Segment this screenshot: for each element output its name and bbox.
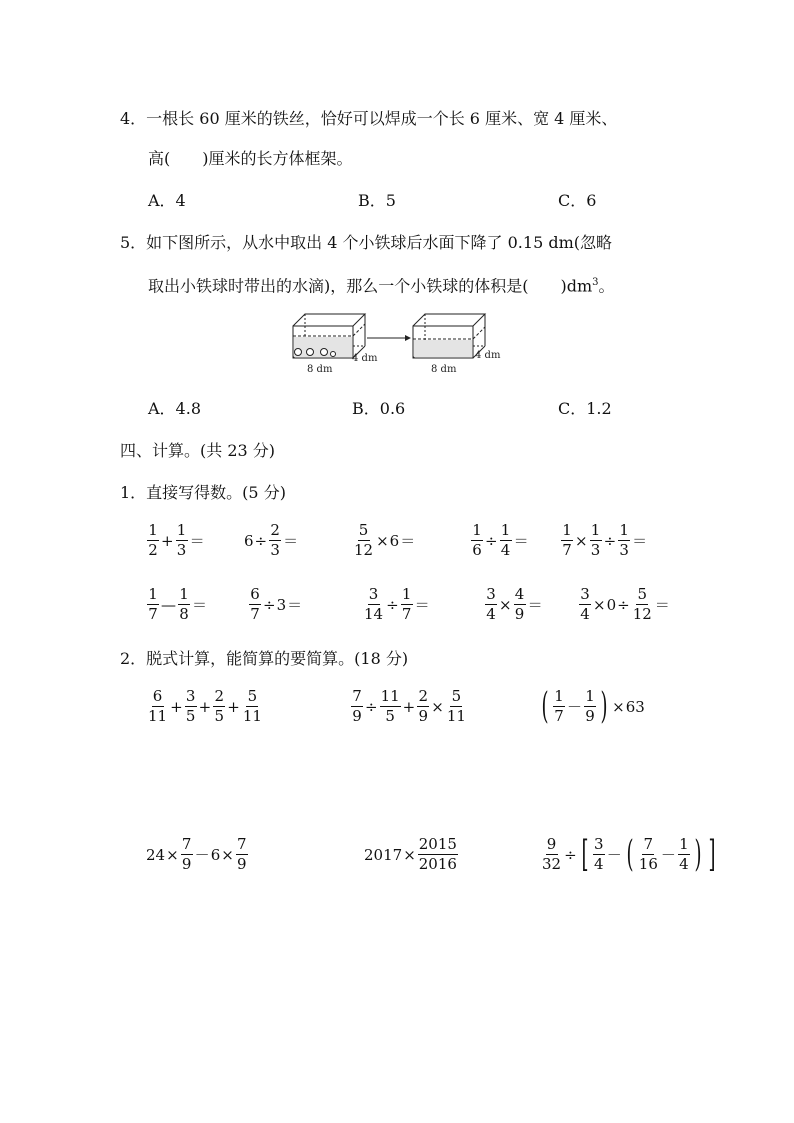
right-height-label: 4 dm bbox=[475, 350, 501, 361]
fraction: $\frac{5}{11}$ bbox=[446, 687, 466, 725]
fraction: $\frac{3}{14}$ bbox=[364, 585, 384, 623]
fraction: $\frac{6}{7}$ bbox=[250, 585, 260, 623]
fraction: $\frac{7}{9}$ bbox=[352, 687, 362, 725]
q4-option-a[interactable]: A．4 bbox=[148, 191, 186, 210]
q5-option-c[interactable]: C．1.2 bbox=[558, 399, 612, 418]
fraction: $\frac{11}{5}$ bbox=[380, 687, 400, 725]
q5-line2-text: 取出小铁球时带出的水滴)，那么一个小铁球的体积是( )dm bbox=[148, 276, 593, 296]
iron-ball bbox=[307, 349, 314, 356]
calc-1-3: $\frac{5}{12}$ × 6 ＝ bbox=[354, 521, 416, 559]
fraction: $\frac{7}{9}$ bbox=[181, 835, 192, 873]
q4-line1: 4．一根长 60 厘米的铁丝，恰好可以焊成一个长 6 厘米、宽 4 厘米、 bbox=[120, 109, 618, 128]
fraction: $\frac{5}{12}$ bbox=[632, 585, 652, 623]
fraction: $\frac{2}{5}$ bbox=[214, 687, 225, 725]
calc-1-9: $\frac{3}{4}$ × $\frac{4}{9}$ ＝ bbox=[486, 585, 543, 623]
fraction: $\frac{1}{3}$ bbox=[176, 521, 187, 559]
fraction: $\frac{1}{7}$ bbox=[148, 585, 158, 623]
calc-1-2: 6 ÷ $\frac{2}{3}$ ＝ bbox=[244, 521, 299, 559]
left-height-label: 4 dm bbox=[352, 353, 378, 364]
fraction: $\frac{1}{7}$ bbox=[401, 585, 412, 623]
fraction: $\frac{2}{9}$ bbox=[418, 687, 429, 725]
fraction: $\frac{3}{4}$ bbox=[580, 585, 590, 623]
calc-1-10: $\frac{3}{4}$ × 0 ÷ $\frac{5}{12}$ ＝ bbox=[580, 585, 670, 623]
fraction: $\frac{3}{4}$ bbox=[593, 835, 604, 873]
calc-2-3: ( $\frac{1}{7}$ － $\frac{1}{9}$ ) × 63 bbox=[541, 685, 645, 727]
q5-figure bbox=[285, 310, 510, 380]
calc-2-5: 2017 × $\frac{2015}{2016}$ bbox=[364, 835, 457, 873]
calc-2-6: $\frac{9}{32}$ ÷ [ $\frac{3}{4}$ － ( $\frac{7}{16}$ － $\frac{1}{4}$ ) ] bbox=[542, 833, 716, 875]
calc-1-5: $\frac{1}{7}$ × $\frac{1}{3}$ ÷ $\frac{1}{3}$ ＝ bbox=[562, 521, 648, 559]
q5-option-b[interactable]: B．0.6 bbox=[352, 399, 406, 418]
fraction: $\frac{7}{16}$ bbox=[638, 835, 658, 873]
q5-line2 bbox=[148, 272, 615, 297]
fraction: $\frac{1}{8}$ bbox=[179, 585, 189, 623]
calc-2-1: $\frac{6}{11}$ + $\frac{3}{5}$ + $\frac{2}{5}$ + $\frac{5}{11}$ bbox=[148, 687, 262, 725]
fraction: $\frac{1}{3}$ bbox=[619, 521, 629, 559]
q5-line2-end: 。 bbox=[598, 276, 615, 296]
q5-option-a[interactable]: A．4.8 bbox=[148, 399, 202, 418]
q5-line2-superscript: 3 bbox=[592, 277, 599, 288]
calc-1-4: $\frac{1}{6}$ ÷ $\frac{1}{4}$ ＝ bbox=[472, 521, 529, 559]
q4-option-c[interactable]: C．6 bbox=[558, 191, 597, 210]
left-tank bbox=[293, 314, 365, 358]
part2-title: 2．脱式计算，能简算的要简算。(18 分) bbox=[120, 649, 409, 668]
fraction: $\frac{3}{4}$ bbox=[486, 585, 496, 623]
calc-1-8: $\frac{3}{14}$ ÷ $\frac{1}{7}$ ＝ bbox=[364, 585, 430, 623]
fraction: $\frac{5}{11}$ bbox=[242, 687, 262, 725]
part1-title: 1．直接写得数。(5 分) bbox=[120, 483, 286, 502]
iron-ball bbox=[321, 349, 328, 356]
fraction: $\frac{2015}{2016}$ bbox=[418, 835, 457, 873]
fraction: $\frac{1}{4}$ bbox=[679, 835, 689, 873]
iron-ball bbox=[331, 352, 336, 357]
q5-line1: 5．如下图所示，从水中取出 4 个小铁球后水面下降了 0.15 dm(忽略 bbox=[120, 233, 612, 252]
fraction: $\frac{6}{11}$ bbox=[148, 687, 168, 725]
fraction: $\frac{2}{3}$ bbox=[270, 521, 280, 559]
calc-1-7: $\frac{6}{7}$ ÷ 3 ＝ bbox=[250, 585, 303, 623]
fraction: $\frac{3}{5}$ bbox=[185, 687, 196, 725]
calc-2-2: $\frac{7}{9}$ ÷ $\frac{11}{5}$ + $\frac{2}{9}$ × $\frac{5}{11}$ bbox=[352, 687, 466, 725]
fraction: $\frac{1}{7}$ bbox=[554, 687, 564, 725]
right-width-label: 8 dm bbox=[431, 364, 457, 375]
fraction: $\frac{1}{6}$ bbox=[472, 521, 482, 559]
q4-option-b[interactable]: B．5 bbox=[358, 191, 396, 210]
fraction: $\frac{5}{12}$ bbox=[354, 521, 374, 559]
arrow-icon bbox=[367, 335, 411, 341]
fraction: $\frac{1}{7}$ bbox=[562, 521, 572, 559]
left-width-label: 8 dm bbox=[307, 364, 333, 375]
calc-1-1: $\frac{1}{2}$ + $\frac{1}{3}$ ＝ bbox=[148, 521, 205, 559]
calc-2-4: 24 × $\frac{7}{9}$ － 6 × $\frac{7}{9}$ bbox=[146, 835, 247, 873]
fraction: $\frac{4}{9}$ bbox=[514, 585, 525, 623]
fraction: $\frac{1}{3}$ bbox=[590, 521, 601, 559]
section4-title: 四、计算。(共 23 分) bbox=[120, 441, 276, 460]
fraction: $\frac{1}{2}$ bbox=[148, 521, 158, 559]
q4-line2: 高( )厘米的长方体框架。 bbox=[148, 149, 353, 168]
calc-1-6: $\frac{1}{7}$ — $\frac{1}{8}$ ＝ bbox=[148, 585, 208, 623]
fraction: $\frac{7}{9}$ bbox=[237, 835, 247, 873]
fraction: $\frac{1}{9}$ bbox=[585, 687, 595, 725]
fraction: $\frac{9}{32}$ bbox=[542, 835, 562, 873]
iron-ball bbox=[295, 349, 302, 356]
fraction: $\frac{1}{4}$ bbox=[500, 521, 511, 559]
